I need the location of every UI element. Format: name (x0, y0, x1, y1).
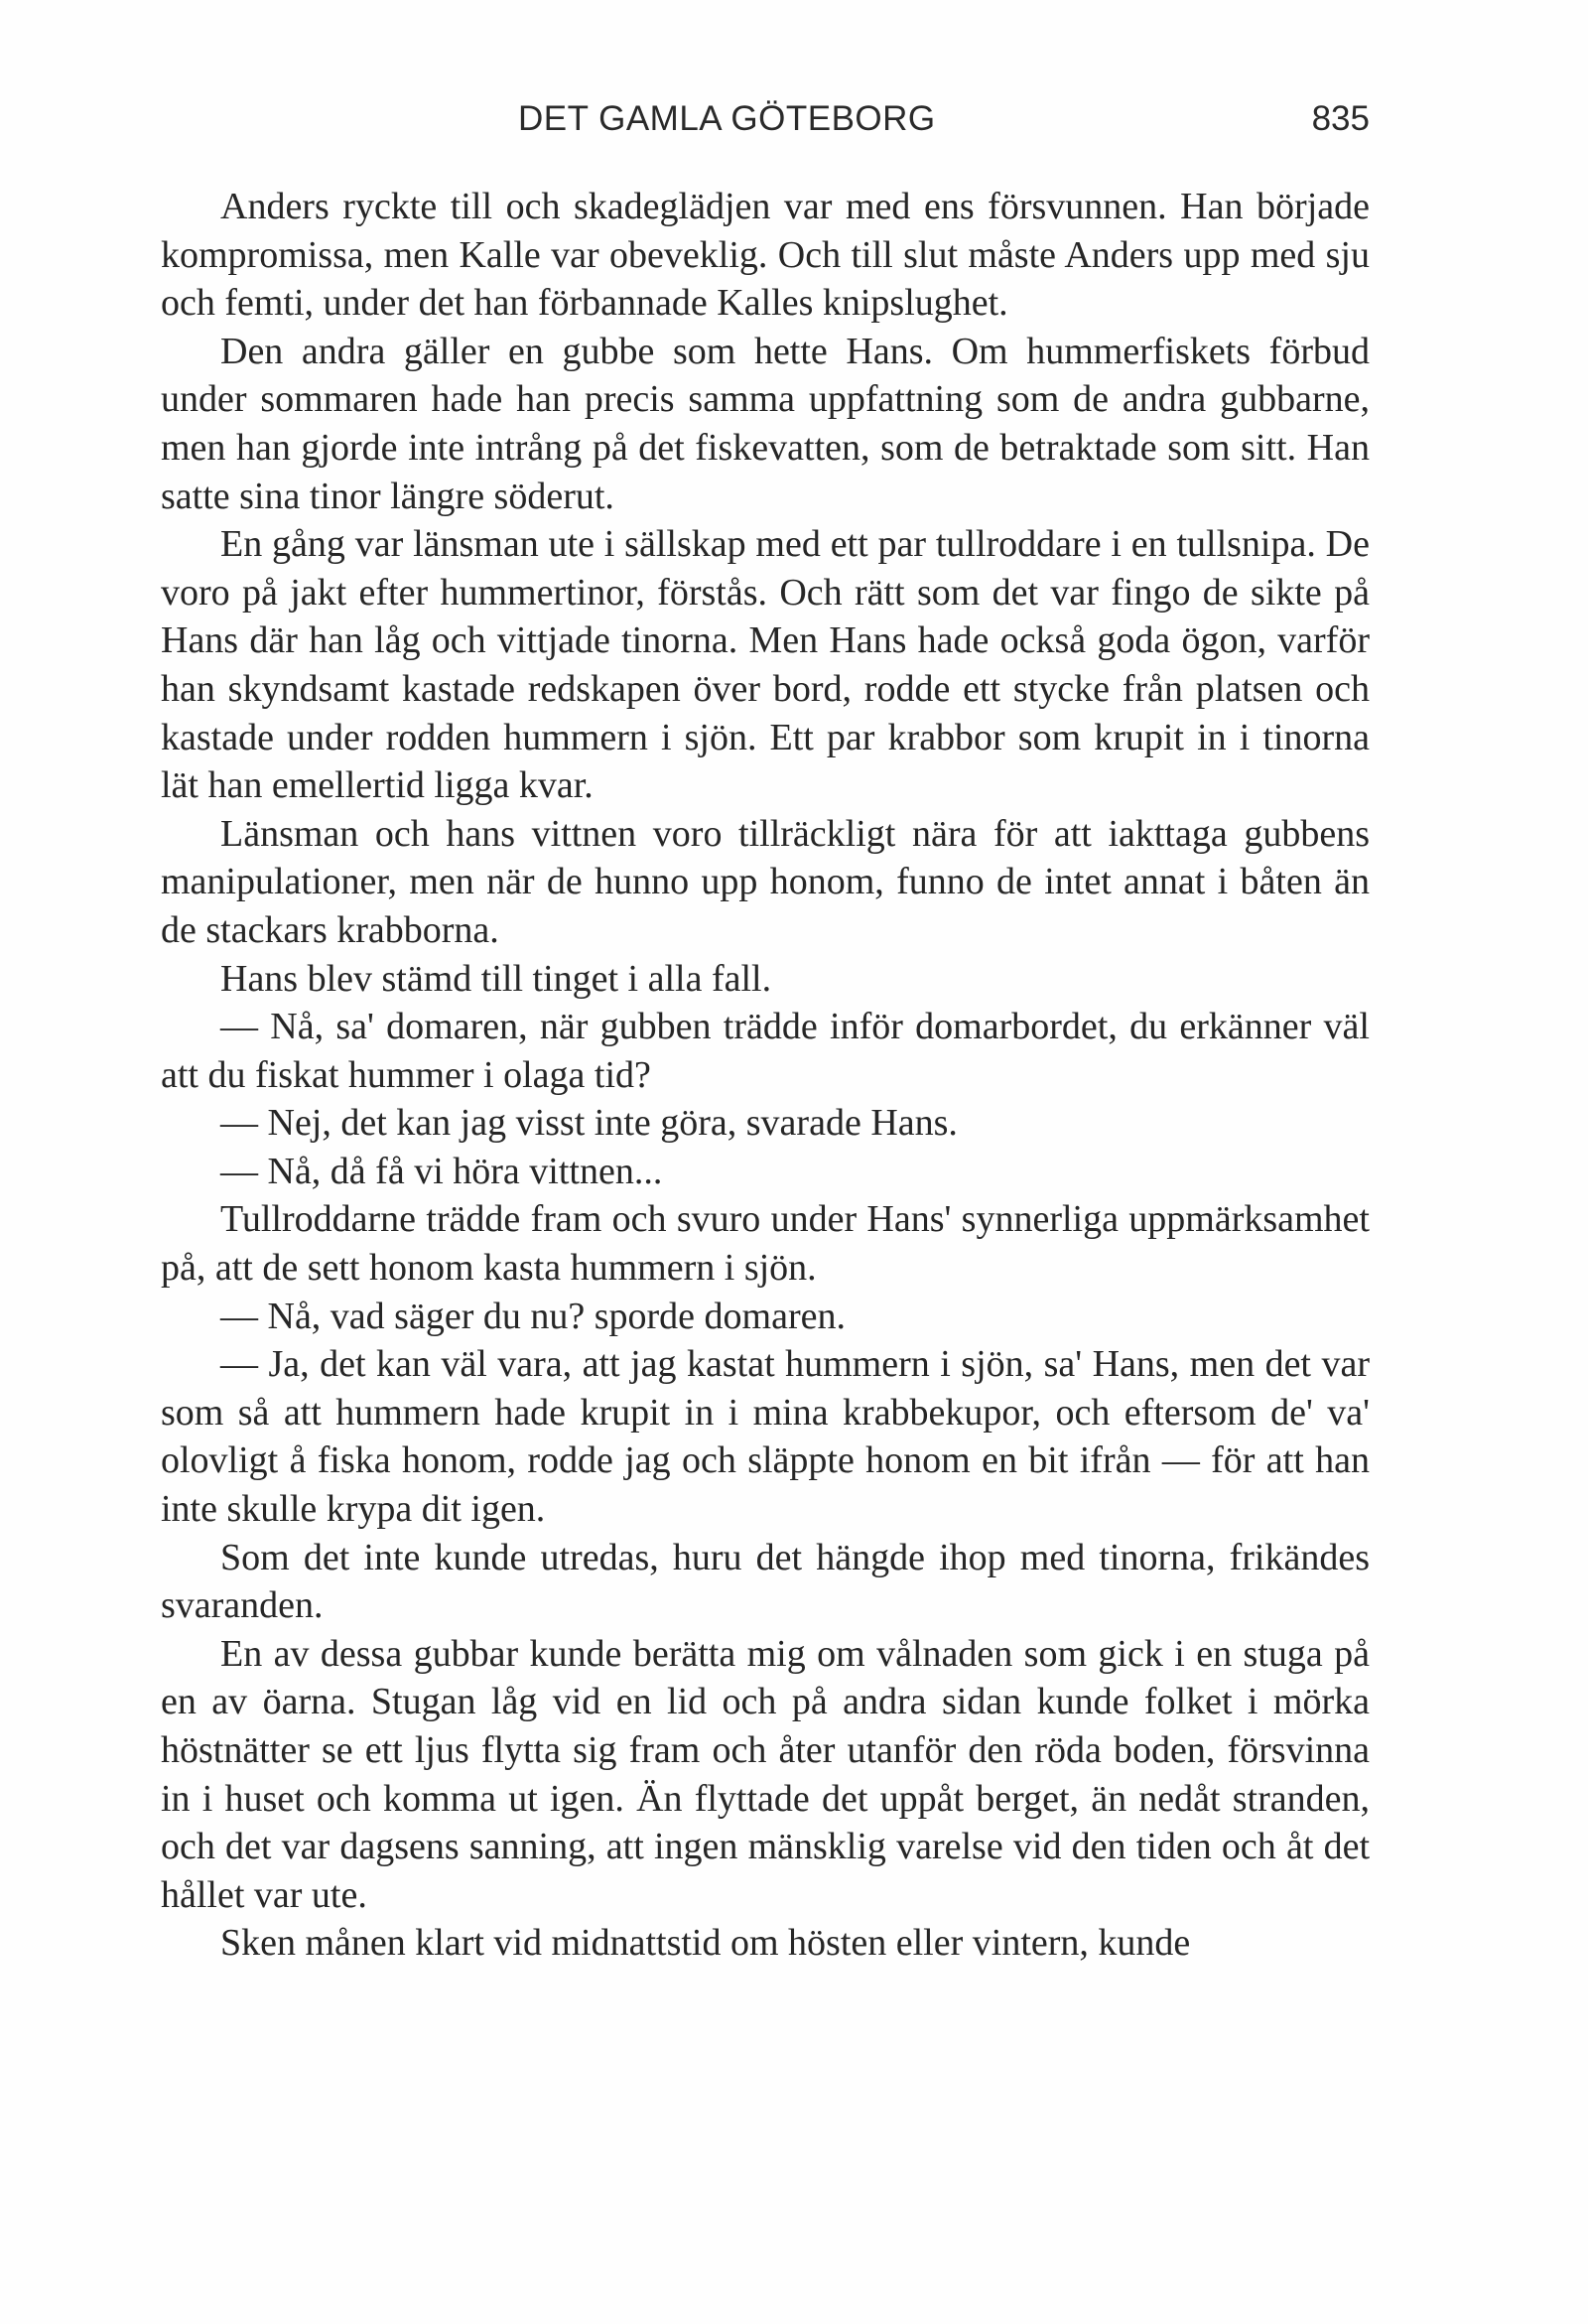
paragraph: Anders ryckte till och skadeglädjen var med ens försvunnen. Han började kompromissa, men Kalle var obeveklig. Och till slut måste Anders upp med sju och femti, under det han förbannade Kalles knipslughet. (161, 186, 1370, 325)
paragraph: Länsman och hans vittnen voro tillräckligt nära för att iakttaga gubbens manipulationer, men när de hunno upp honom, funno de intet annat i båten än de stackars krabborna. (161, 812, 1370, 951)
paragraph: Den andra gäller en gubbe som hette Hans. Om hummerfiskets förbud under sommaren hade han precis samma uppfattning som de andra gubbarne, men han gjorde inte intrång på det fiskevatten, som de betraktade som sitt. Han satte sina tinor längre söderut. (161, 330, 1370, 517)
paragraph: En gång var länsman ute i sällskap med ett par tullroddare i en tullsnipa. De voro på jakt efter hummertinor, förstås. Och rätt som det var fingo de sikte på Hans där han låg och vittjade tinorna. Men Hans hade också goda ögon, varför han skyndsamt kastade redskapen över bord, rodde ett stycke från platsen och kastade under rodden hummern i sjön. Ett par krabbor som krupit in i tinorna lät han emellertid ligga kvar. (161, 523, 1370, 807)
paragraph: Sken månen klart vid midnattstid om hösten eller vintern, kunde (220, 1922, 1191, 1965)
dialogue-paragraph: — Nej, det kan jag visst inte göra, svarade Hans. (220, 1102, 958, 1145)
dialogue-paragraph: — Nå, då få vi höra vittnen... (220, 1150, 663, 1192)
paragraph: En av dessa gubbar kunde berätta mig om vålnaden som gick i en stuga på en av öarna. Stugan låg vid en lid och på andra sidan kunde folket i mörka höstnätter se ett ljus flytta sig fram och åter utanför den röda boden, försvinna in i huset och komma ut igen. Än flyttade det uppåt berget, än nedåt stranden, och det var dagsens sanning, att ingen mänsklig varelse vid den tiden och åt det hållet var ute. (161, 1632, 1370, 1916)
page-header (161, 99, 1370, 159)
paragraph: Tullroddarne trädde fram och svuro under Hans' synnerliga uppmärksamhet på, att de sett honom kasta hummern i sjön. (161, 1198, 1370, 1290)
body-text (161, 183, 1370, 1968)
paragraph: Hans blev stämd till tinget i alla fall. (220, 957, 772, 1000)
dialogue-paragraph: — Nå, sa' domaren, när gubben trädde inför domarbordet, du erkänner väl att du fiskat hummer i olaga tid? (161, 1006, 1370, 1096)
page-number: 835 (1311, 99, 1370, 138)
paragraph: Som det inte kunde utredas, huru det hängde ihop med tinorna, frikändes svaranden. (161, 1536, 1370, 1627)
running-title: DET GAMLA GÖTEBORG (518, 99, 936, 138)
dialogue-paragraph: — Ja, det kan väl vara, att jag kastat hummern i sjön, sa' Hans, men det var som så att hummern hade krupit in i mina krabbekupor, och eftersom de' va' olovligt å fiska honom, rodde jag och släppte honom en bit ifrån — för att han inte skulle krypa dit igen. (161, 1343, 1370, 1531)
dialogue-paragraph: — Nå, vad säger du nu? sporde domaren. (220, 1295, 846, 1337)
